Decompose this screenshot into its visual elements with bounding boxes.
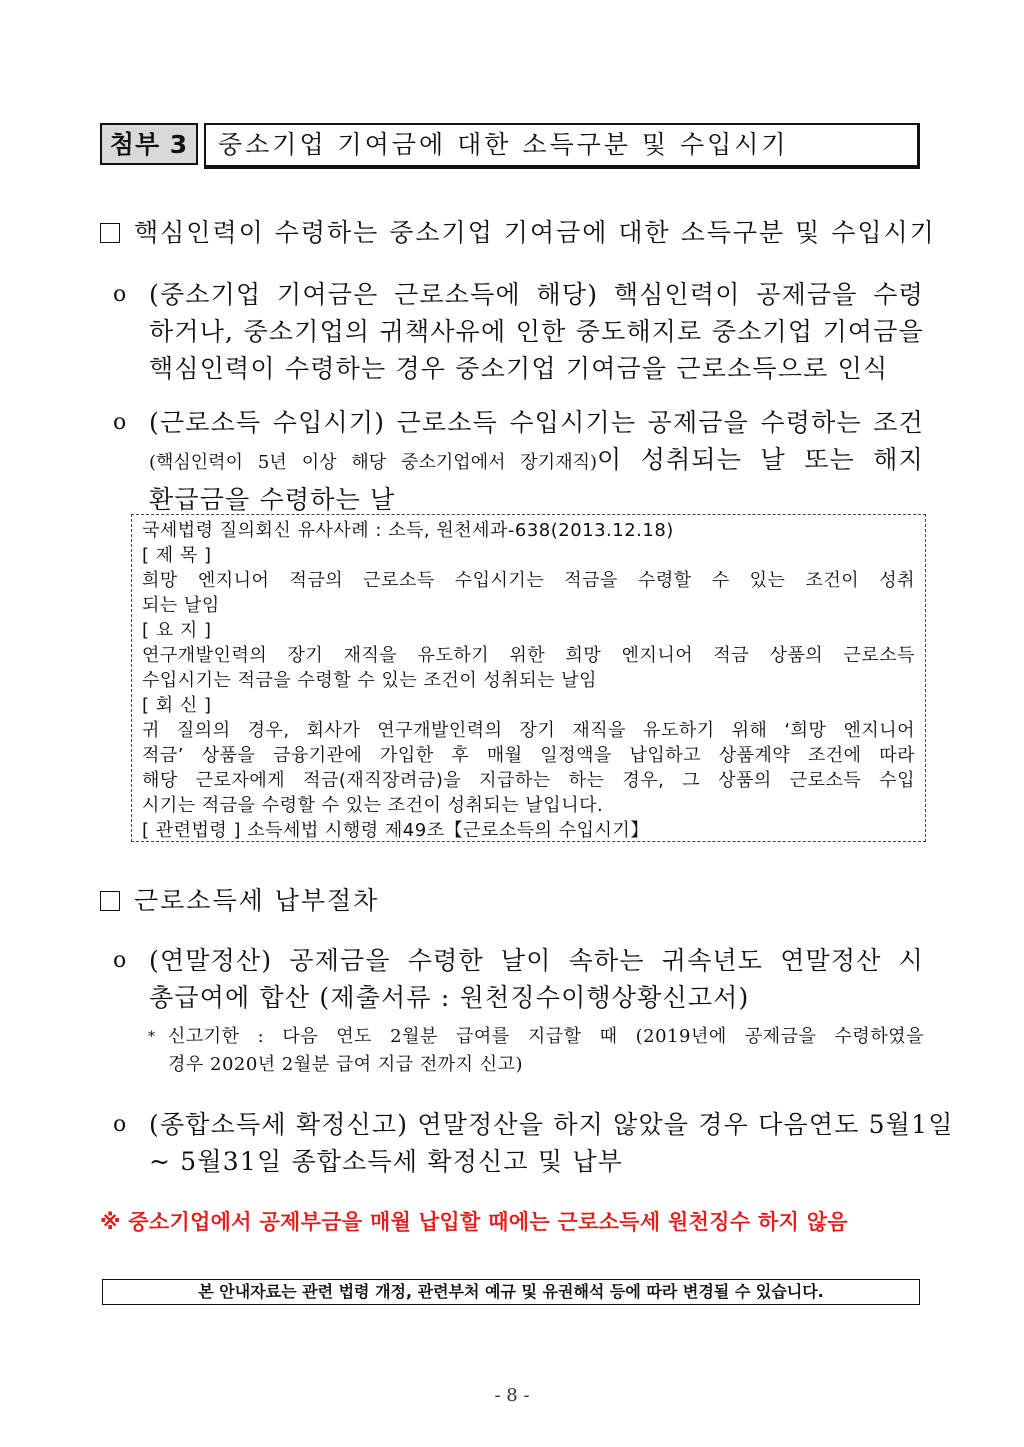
case-reference-box	[131, 514, 926, 842]
bullet-line: (중소기업 기여금은 근로소득에 해당) 핵심인력이 공제금을 수령	[149, 280, 924, 309]
case-line: [ 관련법령 ] 소득세법 시행령 제49조【근로소득의 수입시기】	[142, 820, 649, 841]
bullet-mark: o	[113, 1112, 127, 1137]
footnote-line: 경우 2020년 2월분 급여 지급 전까지 신고)	[168, 1054, 524, 1075]
case-line: 적금’ 상품을 금융기관에 가입한 후 매월 일정액을 납입하고 상품계약 조건에 따라	[142, 745, 915, 766]
case-line: 국세법령 질의회신 유사사례 : 소득, 원천세과-638(2013.12.18)	[142, 520, 674, 541]
bullet-line: ~ 5월31일 종합소득세 확정신고 및 납부	[149, 1147, 624, 1176]
section-heading-text: 핵심인력이 수령하는 중소기업 기여금에 대한 소득구분 및 수입시기	[134, 218, 936, 247]
case-line: 귀 질의의 경우, 회사가 연구개발인력의 장기 재직을 유도하기 위해 ‘희망 엔지니어	[142, 720, 915, 741]
bullet-mark: o	[113, 948, 127, 973]
case-line: 수입시기는 적금을 수령할 수 있는 조건이 성취되는 날임	[142, 670, 597, 691]
bullet-line: 환급금을 수령하는 날	[149, 485, 396, 514]
case-line: [ 제 목 ]	[142, 545, 212, 566]
bullet-mark: o	[113, 410, 127, 435]
case-line: [ 요 지 ]	[142, 620, 212, 641]
attachment-title-text: 중소기업 기여금에 대한 소득구분 및 수입시기	[204, 123, 920, 169]
bullet-small-text: (핵심인력이 5년 이상 해당 중소기업에서 장기재직)	[149, 452, 597, 473]
bullet-line: 핵심인력이 수령하는 경우 중소기업 기여금을 근로소득으로 인식	[149, 354, 889, 383]
page-number: - 8 -	[494, 1385, 530, 1406]
bullet-line	[149, 441, 924, 481]
case-line: 되는 날임	[142, 595, 220, 616]
case-line: 시기는 적금을 수령할 수 있는 조건이 성취되는 날입니다.	[142, 795, 604, 816]
attachment-title	[100, 123, 920, 169]
section-heading-income-classification	[100, 213, 936, 249]
asterisk-mark: *	[148, 1029, 155, 1045]
withholding-warning: ※ 중소기업에서 공제부금을 매월 납입할 때에는 근로소득세 원천징수 하지 않음	[100, 1210, 848, 1234]
case-line: [ 회 신 ]	[142, 695, 212, 716]
attachment-number: 첨부 3	[100, 123, 198, 165]
case-line: 희망 엔지니어 적금의 근로소득 수입시기는 적금을 수령할 수 있는 조건이 성취	[142, 570, 915, 591]
bullet-text: 이 성취되는 날 또는 해지	[597, 445, 924, 474]
case-line: 해당 근로자에게 적금(재직장려금)을 지급하는 하는 경우, 그 상품의 근로소득 수입	[142, 770, 915, 791]
bullet-line: 총급여에 합산 (제출서류 : 원천징수이행상황신고서)	[149, 983, 750, 1012]
case-line: 연구개발인력의 장기 재직을 유도하기 위한 희망 엔지니어 적금 상품의 근로소득	[142, 645, 915, 666]
checkbox-square-icon	[100, 223, 120, 243]
checkbox-square-icon	[100, 891, 120, 911]
disclaimer-box: 본 안내자료는 관련 법령 개정, 관련부처 예규 및 유권해석 등에 따라 변경될 수 있습니다.	[102, 1279, 920, 1305]
section-heading-payment-procedure	[100, 881, 379, 917]
footnote-line: 신고기한 : 다음 연도 2월분 급여를 지급할 때 (2019년에 공제금을 수령하였을	[168, 1026, 924, 1047]
section-heading-text: 근로소득세 납부절차	[134, 886, 380, 915]
bullet-line: 하거나, 중소기업의 귀책사유에 인한 중도해지로 중소기업 기여금을	[149, 317, 924, 346]
bullet-line: (종합소득세 확정신고) 연말정산을 하지 않았을 경우 다음연도 5월1일	[149, 1110, 954, 1139]
bullet-line: (연말정산) 공제금을 수령한 날이 속하는 귀속년도 연말정산 시	[149, 946, 924, 975]
bullet-line: (근로소득 수입시기) 근로소득 수입시기는 공제금을 수령하는 조건	[149, 408, 924, 437]
bullet-mark: o	[113, 282, 127, 307]
